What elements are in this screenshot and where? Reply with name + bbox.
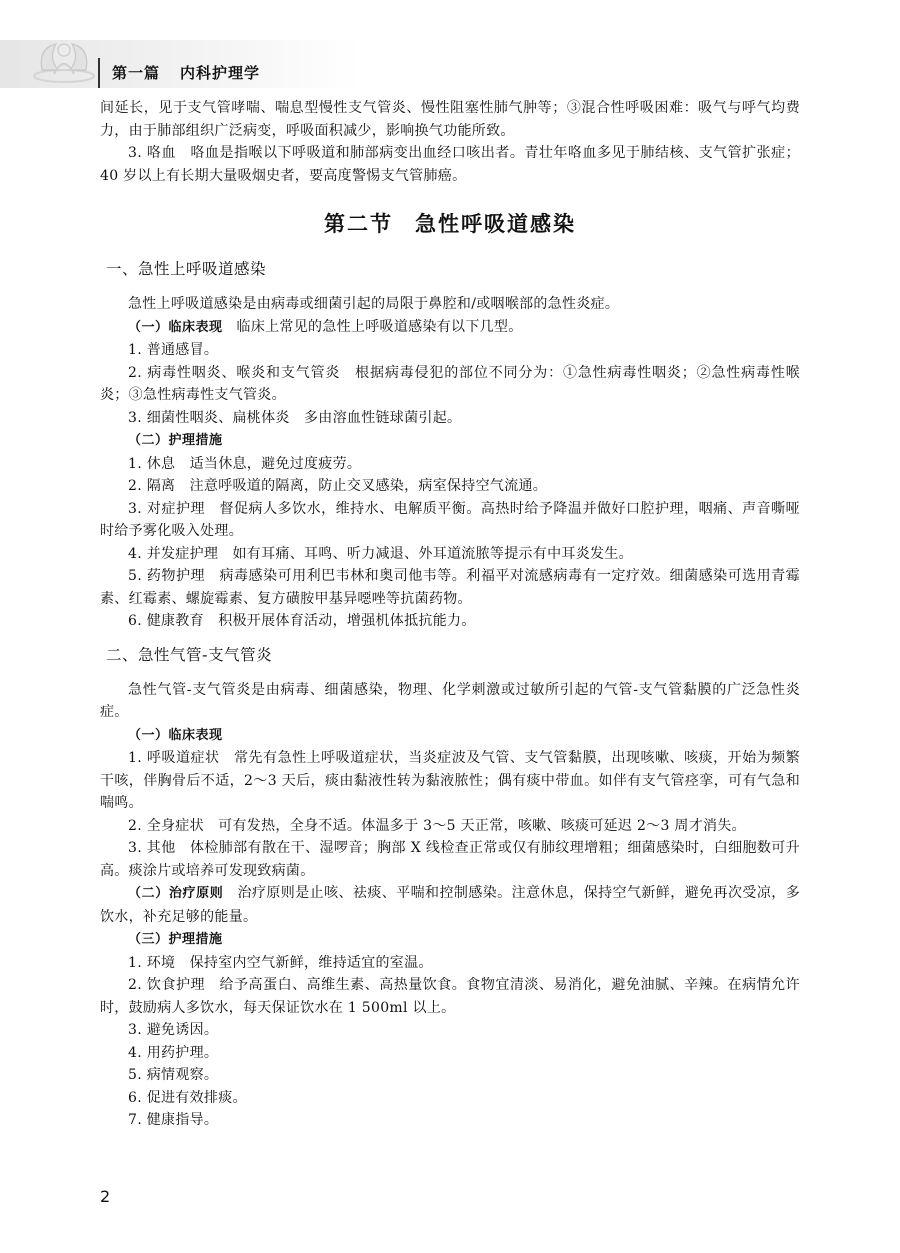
bronchitis-nursing-item: 3. 避免诱因。 (128, 1022, 219, 1038)
bronchitis-treatment-paragraph (100, 882, 800, 928)
bronchitis-nursing-item: 6. 促进有效排痰。 (128, 1089, 247, 1106)
running-header (112, 62, 260, 83)
intro-paragraph-1: 间延长，见于支气管哮喘、喘息型慢性支气管炎、慢性阻塞性肺气肿等；③混合性呼吸困难：吸气与呼气均费力，由于肺部组织广泛病变，呼吸面积减少，影响换气功能所致。 (100, 100, 800, 139)
bronchitis-nursing-item: 4. 用药护理。 (128, 1044, 219, 1061)
heading-bronchitis: 二、急性气管-支气管炎 (106, 645, 273, 664)
upper-nursing-item: 5. 药物护理 病毒感染可用利巴韦林和奥司他韦等。利福平对流感病毒有一定疗效。细菌感染可选用青霉素、红霉素、螺旋霉素、复方磺胺甲基异噁唑等抗菌药物。 (100, 568, 800, 607)
header-title: 内科护理学 (180, 64, 261, 82)
book-logo-icon (28, 30, 102, 90)
section-name: 急性呼吸道感染 (415, 212, 576, 236)
bronchitis-nursing-paragraph (100, 928, 800, 952)
section-number: 第二节 (324, 212, 393, 236)
bronchitis-clinical-item: 3. 其他 体检肺部有散在干、湿啰音；胸部 X 线检查正常或仅有肺纹理增粗；细菌感染时，白细胞数可升高。痰涂片或培养可发现致病菌。 (100, 840, 800, 879)
upper-respiratory-definition: 急性上呼吸道感染是由病毒或细菌引起的局限于鼻腔和/或咽喉部的急性炎症。 (128, 296, 620, 312)
bronchitis-treatment-label: （二）治疗原则 (128, 886, 224, 901)
bronchitis-clinical-item: 1. 呼吸道症状 常先有急性上呼吸道症状，当炎症波及气管、支气管黏膜，出现咳嗽、咳痰，开始为频繁干咳，伴胸骨后不适，2～3 天后，痰由黏液性转为黏液脓性；偶有痰中带血。如伴有支气管痉挛，可有气急和喘鸣。 (100, 750, 800, 811)
upper-nursing-item: 2. 隔离 注意呼吸道的隔离，防止交叉感染，病室保持空气流通。 (128, 478, 548, 494)
upper-clinical-text: 临床上常见的急性上呼吸道感染有以下几型。 (236, 318, 523, 335)
bronchitis-nursing-item: 5. 病情观察。 (128, 1067, 219, 1083)
bronchitis-nursing-item: 2. 饮食护理 给予高蛋白、高维生素、高热量饮食。食物宜清淡、易消化，避免油腻、辛辣。在病情允许时，鼓励病人多饮水，每天保证饮水在 1 500ml 以上。 (100, 977, 800, 1016)
header-divider (98, 58, 100, 88)
upper-nursing-paragraph (100, 429, 800, 453)
intro-paragraph-2: 3. 咯血 咯血是指喉以下呼吸道和肺部病变出血经口咳出者。青壮年咯血多见于肺结核、支气管扩张症；40 岁以上有长期大量吸烟史者，要高度警惕支气管肺癌。 (100, 145, 800, 184)
bronchitis-nursing-item: 7. 健康指导。 (128, 1112, 219, 1128)
bronchitis-definition: 急性气管-支气管炎是由病毒、细菌感染，物理、化学刺激或过敏所引起的气管-支气管黏膜的广泛急性炎症。 (100, 681, 800, 720)
bronchitis-nursing-label: （三）护理措施 (128, 932, 223, 947)
upper-clinical-paragraph (100, 316, 800, 340)
upper-type-item: 2. 病毒性咽炎、喉炎和支气管炎 根据病毒侵犯的部位不同分为：①急性病毒性咽炎；②急性病毒性喉炎；③急性病毒性支气管炎。 (100, 364, 800, 403)
upper-nursing-item: 4. 并发症护理 如有耳痛、耳鸣、听力减退、外耳道流脓等提示有中耳炎发生。 (128, 545, 633, 562)
header-part: 第一篇 (112, 64, 161, 82)
upper-type-item: 3. 细菌性咽炎、扁桃体炎 多由溶血性链球菌引起。 (128, 409, 462, 426)
upper-nursing-label: （二）护理措施 (128, 433, 223, 448)
bronchitis-clinical-label: （一）临床表现 (128, 727, 223, 743)
heading-upper-respiratory: 一、急性上呼吸道感染 (106, 260, 267, 278)
bronchitis-clinical-item: 2. 全身症状 可有发热，全身不适。体温多于 3～5 天正常，咳嗽、咳痰可延迟 2～3 周才消失。 (128, 817, 746, 834)
upper-clinical-label: （一）临床表现 (128, 319, 223, 335)
upper-nursing-item: 3. 对症护理 督促病人多饮水，维持水、电解质平衡。高热时给予降温并做好口腔护理，咽痛、声音嘶哑时给予雾化吸入处理。 (100, 500, 800, 539)
upper-nursing-item: 6. 健康教育 积极开展体育活动，增强机体抵抗能力。 (128, 613, 476, 629)
upper-nursing-item: 1. 休息 适当休息，避免过度疲劳。 (128, 455, 362, 472)
bronchitis-treatment-text: 治疗原则是止咳、祛痰、平喘和控制感染。注意休息，保持空气新鲜，避免再次受凉，多饮水，补充足够的能量。 (100, 885, 800, 925)
upper-type-item: 1. 普通感冒。 (128, 342, 219, 358)
page-number: 2 (100, 1187, 111, 1206)
bronchitis-nursing-item: 1. 环境 保持室内空气新鲜，维持适宜的室温。 (128, 954, 433, 971)
section-title (100, 209, 800, 239)
bronchitis-clinical-paragraph (100, 724, 800, 748)
page-content (100, 97, 800, 1132)
